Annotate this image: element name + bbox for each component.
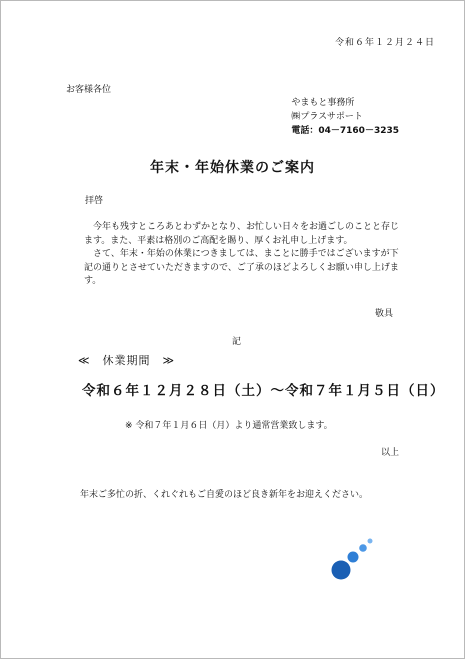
sender-block — [291, 96, 399, 138]
document-date: 令和６年１２月２４日 — [334, 38, 435, 48]
greeting: 拝啓 — [85, 196, 104, 206]
body-paragraph-2: さて、年末・年始の休業につきましては、まことに勝手ではございますが下記の通りとさせていただきますので、ご了承のほどよろしくお願い申し上げます。 — [84, 249, 399, 286]
sender-phone: 電話：04－7160－3235 — [291, 126, 399, 136]
office-yamamoto-logo — [326, 536, 430, 586]
sender-office: やまもと事務所 — [291, 98, 355, 108]
reopening-note: ※ 令和７年１月６日（月）より通常営業致します。 — [125, 421, 333, 431]
sender-company: ㈱プラスサポート — [291, 112, 363, 122]
period-label: ≪ 休業期間 ≫ — [78, 354, 176, 367]
body-paragraph-1: 今年も残すところあとわずかとなり、お忙しい日々をお過ごしのことと存じます。また、平素は格別のご高配を賜り、厚くお礼申し上げます。 — [84, 222, 400, 246]
ki-heading: 記 — [232, 337, 242, 347]
document-title: 年末・年始休業のご案内 — [150, 160, 315, 176]
closing-message: 年末ご多忙の折、くれぐれもご自愛のほど良き新年をお迎えください。 — [80, 490, 369, 500]
recipient: お客様各位 — [66, 85, 112, 95]
body-text — [84, 221, 404, 289]
ijo: 以上 — [380, 448, 399, 458]
closing: 敬具 — [374, 309, 393, 319]
closure-period: 令和６年１２月２８日（土）～令和７年１月５日（日） — [82, 383, 445, 399]
